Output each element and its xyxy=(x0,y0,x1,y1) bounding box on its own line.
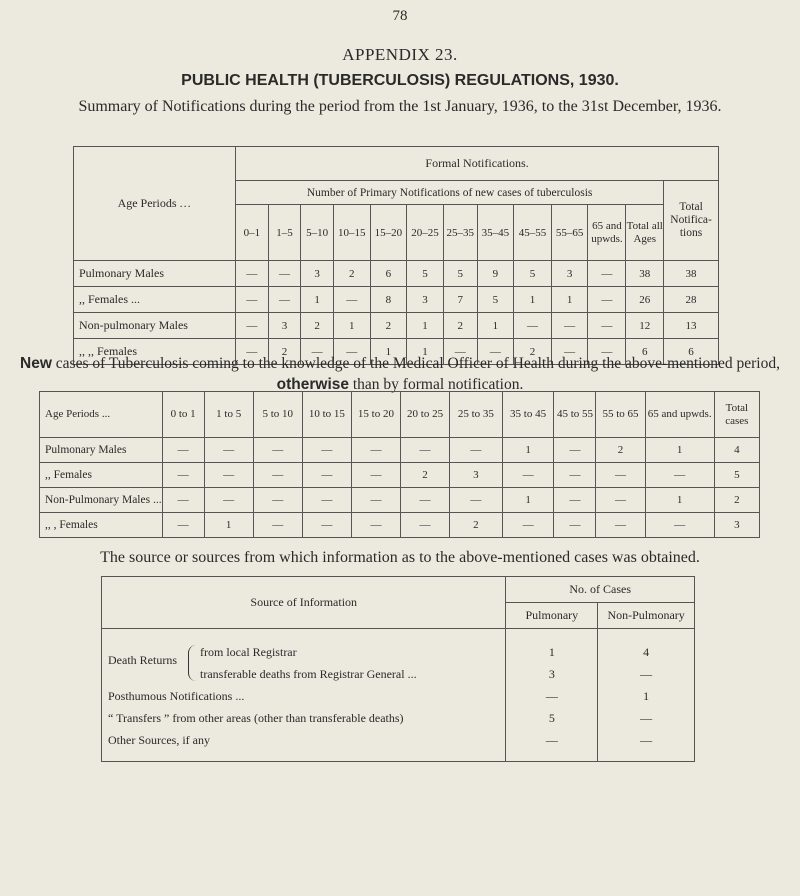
age-periods-header: Age Periods ... xyxy=(40,392,163,438)
row-label: ,, ,, Females xyxy=(74,339,236,365)
table-cell: 3 xyxy=(301,261,334,287)
age-column-header: 65 and upwds. xyxy=(588,205,626,261)
table-row xyxy=(74,287,719,313)
source-list xyxy=(102,629,506,762)
table-cell: — xyxy=(596,513,645,538)
source-posthumous: Posthumous Notifications ... xyxy=(108,689,245,703)
row-label: Non-Pulmonary Males ... xyxy=(40,488,163,513)
pulmonary-value: — xyxy=(545,689,558,703)
table-cell: 1 xyxy=(645,438,714,463)
table-cell: — xyxy=(477,339,514,365)
table-cell: — xyxy=(645,463,714,488)
table-row xyxy=(40,513,760,538)
pulmonary-value: 5 xyxy=(548,711,555,725)
age-column-header: 55–65 xyxy=(551,205,588,261)
new-cases-heading xyxy=(0,353,800,395)
row-label: ,, Females xyxy=(40,463,163,488)
table-cell: — xyxy=(253,463,302,488)
total-notifications-header: Total Notifica-tions xyxy=(664,181,719,261)
age-column-header: 1 to 5 xyxy=(204,392,253,438)
table-row xyxy=(40,438,760,463)
table-cell: — xyxy=(162,488,204,513)
death-returns-group xyxy=(102,641,505,685)
table-cell: — xyxy=(204,438,253,463)
total-cell: 13 xyxy=(664,313,719,339)
non-pulmonary-value: — xyxy=(640,667,653,681)
summary-title: Summary of Notifications during the period from the 1st January, 1936, to the 31st December, 1936. xyxy=(78,98,722,115)
table-cell: 1 xyxy=(407,339,444,365)
table-cell: 1 xyxy=(301,287,334,313)
table-cell: 1 xyxy=(645,488,714,513)
table-cell: — xyxy=(450,488,503,513)
table-cell: 2 xyxy=(514,339,552,365)
age-column-header: 10 to 15 xyxy=(302,392,351,438)
source-other: Other Sources, if any xyxy=(108,733,210,747)
pulmonary-column xyxy=(506,629,598,762)
age-column-header: 5–10 xyxy=(301,205,334,261)
table-cell: — xyxy=(401,438,450,463)
table-cell: 7 xyxy=(443,287,477,313)
table-cell: — xyxy=(301,339,334,365)
formal-notifications-table xyxy=(73,146,719,365)
table-cell: — xyxy=(554,488,596,513)
table-cell: — xyxy=(401,513,450,538)
table-cell: 5 xyxy=(514,261,552,287)
non-pulmonary-value: 1 xyxy=(643,689,650,703)
new-cases-line2: than by formal notification. xyxy=(352,376,524,393)
age-column-header: 20 to 25 xyxy=(401,392,450,438)
age-column-header: 25 to 35 xyxy=(450,392,503,438)
table-cell: 5 xyxy=(443,261,477,287)
age-column-header: 15–20 xyxy=(370,205,407,261)
table-cell: — xyxy=(502,513,554,538)
table-cell: — xyxy=(588,287,626,313)
table-cell: 8 xyxy=(370,287,407,313)
table-cell: 1 xyxy=(514,287,552,313)
table-cell: — xyxy=(554,438,596,463)
row-label: ,, Females ... xyxy=(74,287,236,313)
source-table xyxy=(101,576,695,762)
table-cell: — xyxy=(333,339,370,365)
non-pulmonary-value: — xyxy=(640,711,653,725)
table-cell: 2 xyxy=(370,313,407,339)
table-cell: 2 xyxy=(450,513,503,538)
age-column-header: 20–25 xyxy=(407,205,444,261)
table-cell: — xyxy=(162,513,204,538)
table-cell: — xyxy=(645,513,714,538)
source-title: The source or sources from which information as to the above-mentioned cases was obtained. xyxy=(100,549,700,566)
brace-icon xyxy=(188,645,197,681)
table-cell: — xyxy=(514,313,552,339)
table-cell: — xyxy=(204,463,253,488)
page-number: 78 xyxy=(392,8,408,24)
table-cell: — xyxy=(351,488,400,513)
pulmonary-header: Pulmonary xyxy=(506,603,598,629)
table-cell: — xyxy=(253,488,302,513)
table-cell: 2 xyxy=(401,463,450,488)
table-cell: — xyxy=(253,513,302,538)
non-pulmonary-value: — xyxy=(640,733,653,747)
table-cell: — xyxy=(401,488,450,513)
age-column-header: 45–55 xyxy=(514,205,552,261)
table-cell: 9 xyxy=(477,261,514,287)
table-cell: 1 xyxy=(407,313,444,339)
table-cell: 1 xyxy=(502,488,554,513)
death-returns-label: Death Returns xyxy=(108,653,177,667)
table-cell: 5 xyxy=(407,261,444,287)
table-cell: 1 xyxy=(551,287,588,313)
age-column-header: 55 to 65 xyxy=(596,392,645,438)
table-cell: — xyxy=(588,339,626,365)
total-cell: 38 xyxy=(664,261,719,287)
age-periods-header: Age Periods ... xyxy=(74,147,236,261)
table-cell: — xyxy=(554,513,596,538)
table-cell: — xyxy=(204,488,253,513)
table-cell: — xyxy=(596,488,645,513)
table-cell: 38 xyxy=(626,261,664,287)
source-registrar-general: transferable deaths from Registrar General ... xyxy=(200,667,417,681)
age-column-header: 45 to 55 xyxy=(554,392,596,438)
table-cell: — xyxy=(450,438,503,463)
table-cell: — xyxy=(302,513,351,538)
new-cases-line1: cases of Tuberculosis coming to the knowledge of the Medical Officer of Health during the above-mentioned period, xyxy=(55,355,780,372)
table-cell: — xyxy=(351,463,400,488)
age-column-header: 35 to 45 xyxy=(502,392,554,438)
table-cell: — xyxy=(162,463,204,488)
table-cell: — xyxy=(236,313,269,339)
table-cell: 1 xyxy=(477,313,514,339)
age-column-header: 5 to 10 xyxy=(253,392,302,438)
table-cell: — xyxy=(588,261,626,287)
age-column-header: 0–1 xyxy=(236,205,269,261)
table-cell: — xyxy=(268,261,301,287)
table-cell: 3 xyxy=(407,287,444,313)
table-cell: 1 xyxy=(502,438,554,463)
age-column-header: 35–45 xyxy=(477,205,514,261)
table-cell: 6 xyxy=(370,261,407,287)
table-row xyxy=(74,313,719,339)
table-cell: 12 xyxy=(626,313,664,339)
table-cell: 4 xyxy=(714,438,759,463)
table-cell: — xyxy=(302,438,351,463)
appendix-title: APPENDIX 23. xyxy=(342,45,458,64)
table-cell: — xyxy=(302,488,351,513)
cases-header: No. of Cases xyxy=(506,577,695,603)
table-cell: — xyxy=(253,438,302,463)
table-cell: 6 xyxy=(626,339,664,365)
pulmonary-value: 1 xyxy=(548,645,555,659)
table-cell: 3 xyxy=(450,463,503,488)
table-cell: — xyxy=(443,339,477,365)
non-pulmonary-column xyxy=(598,629,695,762)
table-cell: 2 xyxy=(268,339,301,365)
table-cell: — xyxy=(268,287,301,313)
table-cell: 1 xyxy=(204,513,253,538)
table-cell: — xyxy=(302,463,351,488)
table-cell: — xyxy=(236,339,269,365)
age-column-header: 0 to 1 xyxy=(162,392,204,438)
table-cell: 2 xyxy=(333,261,370,287)
table-cell: — xyxy=(351,438,400,463)
table-cell: 5 xyxy=(477,287,514,313)
table-row xyxy=(40,463,760,488)
table-row xyxy=(40,488,760,513)
table-cell: — xyxy=(596,463,645,488)
table-cell: — xyxy=(351,513,400,538)
age-column-header: 1–5 xyxy=(268,205,301,261)
total-cell: 6 xyxy=(664,339,719,365)
table-cell: 2 xyxy=(443,313,477,339)
table-cell: — xyxy=(333,287,370,313)
regulations-title: PUBLIC HEALTH (TUBERCULOSIS) REGULATIONS, 1930. xyxy=(181,72,619,89)
pulmonary-value: — xyxy=(545,733,558,747)
table-cell: — xyxy=(551,339,588,365)
table-cell: — xyxy=(162,438,204,463)
table-cell: 3 xyxy=(551,261,588,287)
non-pulmonary-value: 4 xyxy=(643,645,650,659)
total-cell: 28 xyxy=(664,287,719,313)
non-pulmonary-header: Non-Pulmonary xyxy=(598,603,695,629)
table-cell: 5 xyxy=(714,463,759,488)
row-label: Pulmonary Males xyxy=(74,261,236,287)
table-cell: 26 xyxy=(626,287,664,313)
table-cell: 2 xyxy=(301,313,334,339)
age-column-header: Total all Ages xyxy=(626,205,664,261)
otherwise-bold: otherwise xyxy=(276,376,349,393)
table-cell: — xyxy=(236,287,269,313)
source-transfers: “ Transfers ” from other areas (other than transferable deaths) xyxy=(108,711,404,725)
table-cell: 1 xyxy=(333,313,370,339)
age-column-header: 65 and upwds. xyxy=(645,392,714,438)
age-column-header: Total cases xyxy=(714,392,759,438)
source-header: Source of Information xyxy=(102,577,506,629)
pulmonary-value: 3 xyxy=(548,667,555,681)
row-label: Pulmonary Males xyxy=(40,438,163,463)
table-cell: 2 xyxy=(596,438,645,463)
age-column-header: 10–15 xyxy=(333,205,370,261)
table-cell: — xyxy=(502,463,554,488)
primary-notifications-header: Number of Primary Notifications of new cases of tuberculosis xyxy=(236,181,664,205)
table-cell: — xyxy=(551,313,588,339)
table-cell: 2 xyxy=(714,488,759,513)
source-local-registrar: from local Registrar xyxy=(200,645,297,659)
table-cell: 3 xyxy=(714,513,759,538)
row-label: ,, , Females xyxy=(40,513,163,538)
table-cell: 3 xyxy=(268,313,301,339)
new-cases-bold: New xyxy=(20,355,52,372)
table-row xyxy=(74,261,719,287)
age-column-header: 15 to 20 xyxy=(351,392,400,438)
formal-notifications-header: Formal Notifications. xyxy=(236,147,719,181)
age-column-header: 25–35 xyxy=(443,205,477,261)
table-cell: — xyxy=(236,261,269,287)
table-cell: 1 xyxy=(370,339,407,365)
row-label: Non-pulmonary Males xyxy=(74,313,236,339)
table-cell: — xyxy=(588,313,626,339)
other-cases-table xyxy=(39,391,760,538)
table-cell: — xyxy=(554,463,596,488)
